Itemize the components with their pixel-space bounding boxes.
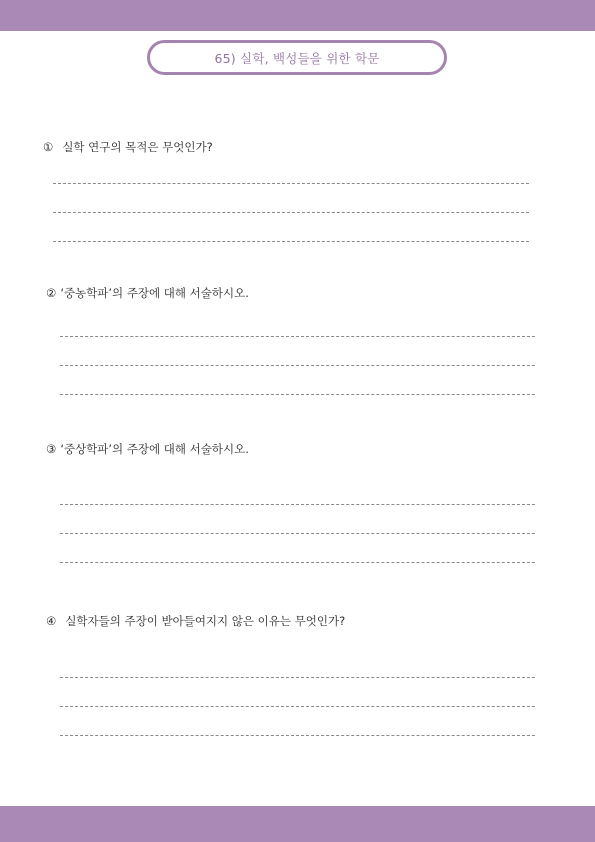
- page-title: 65) 실학, 백성들을 위한 학문: [214, 50, 380, 66]
- question-3-text: ‘중상학파’의 주장에 대해 서술하시오.: [60, 442, 249, 456]
- question-2-number: ②: [46, 286, 57, 300]
- question-1-text: 실학 연구의 목적은 무엇인가?: [62, 140, 213, 154]
- answer-line-3-1[interactable]: [60, 504, 535, 505]
- question-2-text: ‘중농학파’의 주장에 대해 서술하시오.: [60, 286, 249, 300]
- answer-line-3-2[interactable]: [60, 533, 535, 534]
- title-banner: [147, 40, 447, 75]
- question-2: [46, 285, 249, 301]
- question-3: [46, 441, 249, 457]
- answer-line-1-3[interactable]: [53, 241, 529, 242]
- answer-line-1-2[interactable]: [53, 212, 529, 213]
- answer-line-2-3[interactable]: [60, 394, 535, 395]
- top-band: [0, 0, 595, 31]
- question-1-number: ①: [43, 140, 54, 154]
- question-3-number: ③: [46, 442, 57, 456]
- answer-line-4-3[interactable]: [60, 735, 535, 736]
- answer-line-3-3[interactable]: [60, 562, 535, 563]
- question-1: [43, 139, 213, 155]
- question-4-number: ④: [46, 614, 57, 628]
- question-4-text: 실학자들의 주장이 받아들여지지 않은 이유는 무엇인가?: [65, 614, 346, 628]
- answer-line-4-2[interactable]: [60, 706, 535, 707]
- question-4: [46, 613, 345, 629]
- answer-line-4-1[interactable]: [60, 677, 535, 678]
- answer-line-2-1[interactable]: [60, 336, 535, 337]
- answer-line-1-1[interactable]: [53, 183, 529, 184]
- answer-line-2-2[interactable]: [60, 365, 535, 366]
- bottom-band: [0, 806, 595, 842]
